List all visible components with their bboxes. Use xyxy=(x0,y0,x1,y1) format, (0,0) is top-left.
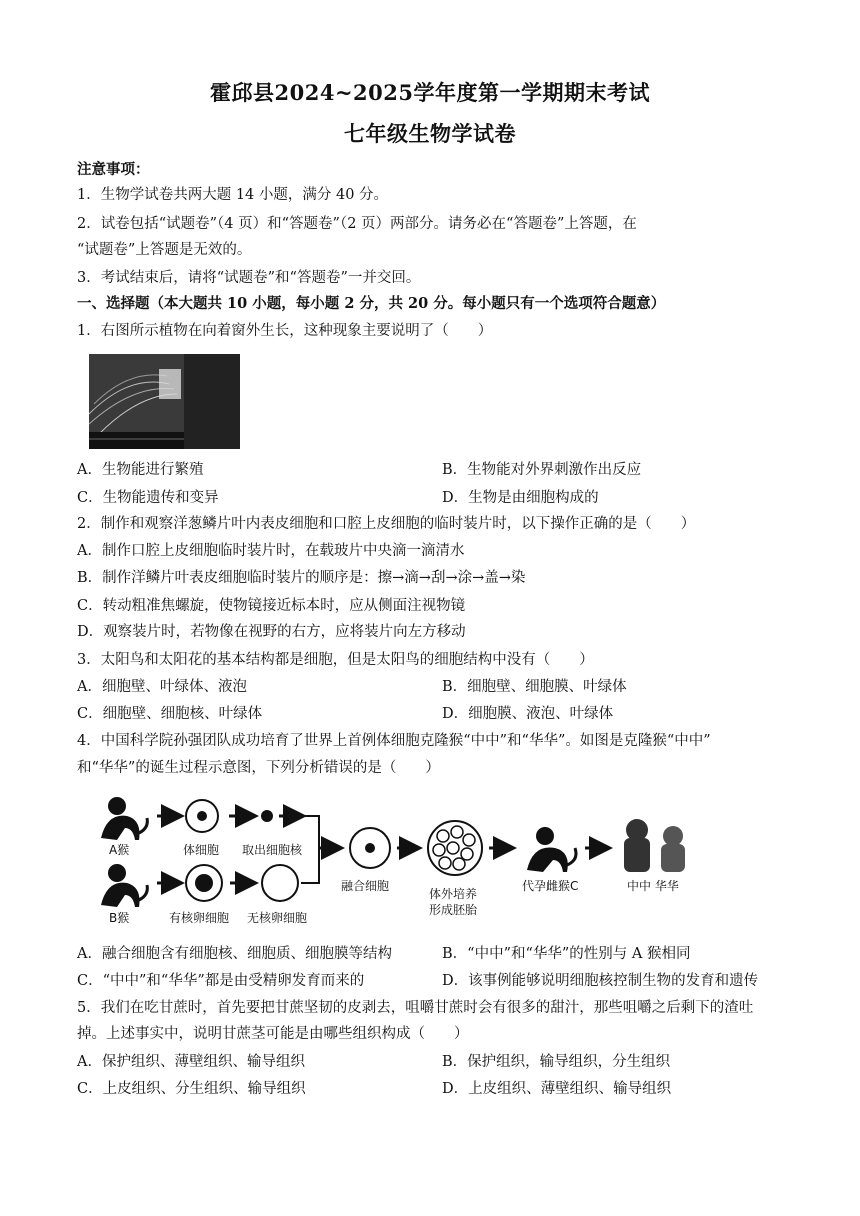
question-5-stem: 5．我们在吃甘蔗时，首先要把甘蔗坚韧的皮剥去，咀嚼甘蔗时会有很多的甜汁，那些咀嚼之后剩下的渣吐 xyxy=(77,1000,754,1016)
question-4-option-a: A．融合细胞含有细胞核、细胞质、细胞膜等结构 xyxy=(77,946,392,962)
question-4-stem: 4．中国科学院孙强团队成功培育了世界上首例体细胞克隆猴“中中”和“华华”。如图是克隆猴“中中” xyxy=(77,733,711,749)
section-heading: 一、选择题（本大题共 10 小题，每小题 2 分，共 20 分。每小题只有一个选项符合题意） xyxy=(77,295,666,312)
monkey-b-label: B猴 xyxy=(109,911,130,925)
question-2-stem: 2．制作和观察洋葱鳞片叶内表皮细胞和口腔上皮细胞的临时装片时，以下操作正确的是（ ） xyxy=(77,516,696,532)
question-2-option-d: D．观察装片时，若物像在视野的右方，应将装片向左方移动 xyxy=(77,624,466,640)
question-1-stem: 1．右图所示植物在向着窗外生长，这种现象主要说明了（ ） xyxy=(77,323,493,339)
question-3-option-a: A．细胞壁、叶绿体、液泡 xyxy=(77,679,247,695)
cloning-process-diagram xyxy=(87,788,697,928)
question-2-option-a: A．制作口腔上皮细胞临时装片时，在载玻片中央滴一滴清水 xyxy=(77,543,465,559)
egg-without-nucleus-icon xyxy=(262,865,298,901)
embryo-icon xyxy=(428,821,482,875)
egg-without-nucleus-label: 无核卵细胞 xyxy=(247,911,308,925)
question-3-option-c: C．细胞壁、细胞核、叶绿体 xyxy=(77,706,263,722)
question-2-option-b: B．制作洋鳞片叶表皮细胞临时装片的顺序是：擦→滴→刮→涂→盖→染 xyxy=(77,570,526,586)
fused-cell-label: 融合细胞 xyxy=(341,879,390,893)
notice-item-2: 2．试卷包括“试题卷”（4 页）和“答题卷”（2 页）两部分。请务必在“答题卷”上答题，在 xyxy=(77,216,637,232)
exam-title: 霍邱县2024~2025学年度第一学期期末考试 xyxy=(210,80,650,105)
egg-with-nucleus-label: 有核卵细胞 xyxy=(169,911,230,925)
culture-label-line1: 体外培养 xyxy=(429,887,478,901)
question-1-option-a: A．生物能进行繁殖 xyxy=(77,462,204,478)
question-5-stem-cont: 掉。上述事实中，说明甘蔗茎可能是由哪些组织构成（ ） xyxy=(77,1026,469,1042)
question-1-option-b: B．生物能对外界刺激作出反应 xyxy=(442,462,642,478)
culture-label-line2: 形成胚胎 xyxy=(429,903,478,917)
question-4-option-b: B．“中中”和“华华”的性别与 A 猴相同 xyxy=(442,946,691,962)
notice-item-1: 1．生物学试卷共两大题 14 小题，满分 40 分。 xyxy=(77,187,389,203)
somatic-cell-icon xyxy=(186,800,218,832)
monkey-a-icon xyxy=(101,797,147,840)
question-4-option-c: C．“中中”和“华华”都是由受精卵发育而来的 xyxy=(77,973,365,989)
egg-with-nucleus-icon xyxy=(186,865,222,901)
monkey-a-label: A猴 xyxy=(109,843,130,857)
surrogate-label: 代孕雌猴C xyxy=(522,879,579,893)
fused-cell-icon xyxy=(350,828,390,868)
notice-item-3: 3．考试结束后，请将“试题卷”和“答题卷”一并交回。 xyxy=(77,270,421,286)
extract-nucleus-label: 取出细胞核 xyxy=(242,843,303,857)
monkey-b-icon xyxy=(101,864,147,907)
cloned-monkeys-photo xyxy=(615,818,695,874)
plant-window-photo xyxy=(89,354,240,449)
question-5-option-b: B．保护组织，输导组织，分生组织 xyxy=(442,1054,671,1070)
question-2-option-c: C．转动粗准焦螺旋，使物镜接近标本时，应从侧面注视物镜 xyxy=(77,598,466,614)
extracted-nucleus-icon xyxy=(261,810,273,822)
surrogate-monkey-icon xyxy=(527,827,576,872)
question-3-stem: 3．太阳鸟和太阳花的基本结构都是细胞，但是太阳鸟的细胞结构中没有（ ） xyxy=(77,652,594,668)
question-4-stem-cont: 和“华华”的诞生过程示意图，下列分析错误的是（ ） xyxy=(77,760,440,776)
somatic-cell-label: 体细胞 xyxy=(183,843,220,857)
exam-subtitle: 七年级生物学试卷 xyxy=(344,121,516,146)
question-4-option-d: D．该事例能够说明细胞核控制生物的发育和遗传 xyxy=(442,973,759,989)
question-1-option-c: C．生物能遗传和变异 xyxy=(77,490,219,506)
question-3-option-b: B．细胞壁、细胞膜、叶绿体 xyxy=(442,679,627,695)
notice-heading: 注意事项： xyxy=(77,161,150,178)
question-3-option-d: D．细胞膜、液泡、叶绿体 xyxy=(442,706,614,722)
question-1-option-d: D．生物是由细胞构成的 xyxy=(442,490,599,506)
result-label: 中中 华华 xyxy=(627,879,679,893)
notice-item-2-cont: “试题卷”上答题是无效的。 xyxy=(77,242,252,258)
question-5-option-c: C．上皮组织、分生组织、输导组织 xyxy=(77,1081,306,1097)
question-5-option-a: A．保护组织、薄壁组织、输导组织 xyxy=(77,1054,305,1070)
question-5-option-d: D．上皮组织、薄壁组织、输导组织 xyxy=(442,1081,672,1097)
